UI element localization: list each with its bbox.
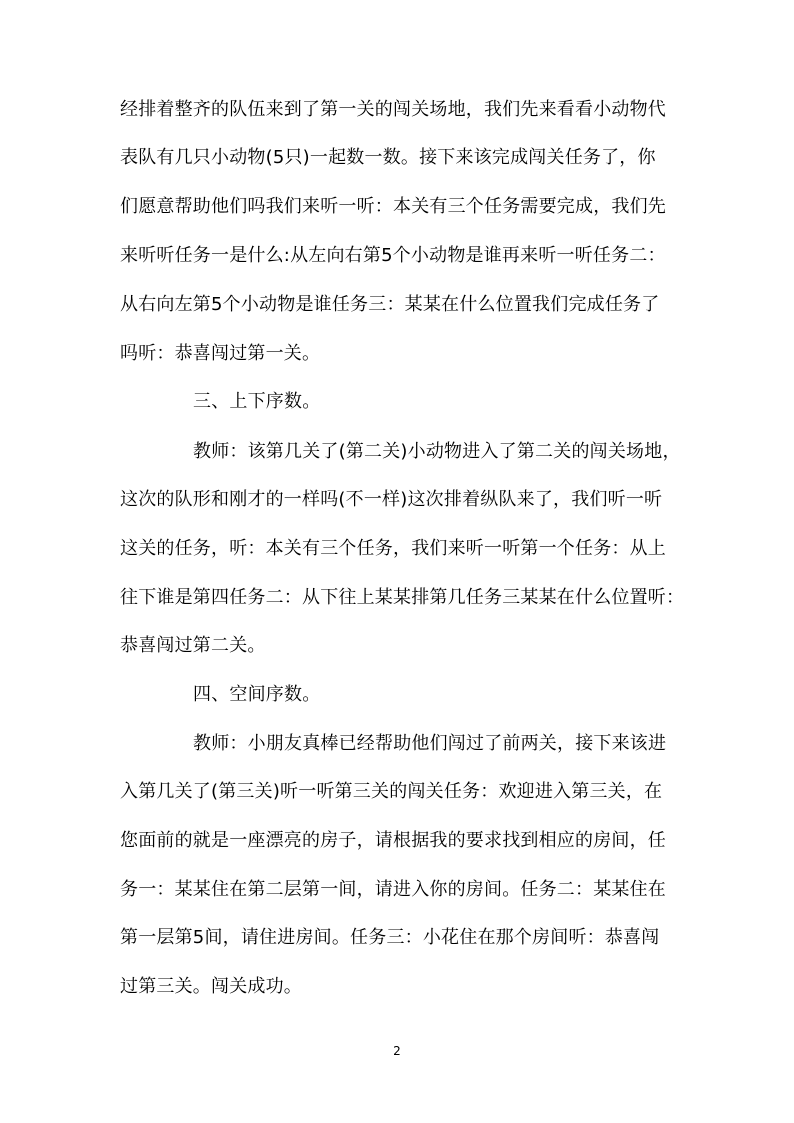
text-line: 过第三关。闯关成功。 <box>120 976 302 997</box>
section-heading: 四、空间序数。 <box>193 684 321 705</box>
text-line: 们愿意帮助他们吗我们来听一听：本关有三个任务需要完成，我们先 <box>120 196 666 217</box>
text-line: 第一层第5间，请住进房间。任务三：小花住在那个房间听：恭喜闯 <box>120 927 660 948</box>
text-line: 吗听：恭喜闯过第一关。 <box>120 343 321 364</box>
text-line: 经排着整齐的队伍来到了第一关的闯关场地，我们先来看看小动物代 <box>120 99 666 120</box>
text-line: 往下谁是第四任务二：从下往上某某排第几任务三某某在什么位置听： <box>120 587 685 608</box>
section-heading: 三、上下序数。 <box>193 391 321 412</box>
text-line: 这关的任务，听：本关有三个任务，我们来听一听第一个任务：从上 <box>120 538 666 559</box>
text-line: 来听听任务一是什么:从左向右第5个小动物是谁再来听一听任务二： <box>120 245 666 266</box>
text-line: 您面前的就是一座漂亮的房子，请根据我的要求找到相应的房间，任 <box>120 830 666 851</box>
paragraph-first-line: 教师：该第几关了(第二关)小动物进入了第二关的闯关场地， <box>193 441 681 462</box>
text-line: 恭喜闯过第二关。 <box>120 635 266 656</box>
page-number: 2 <box>393 1044 401 1058</box>
text-line: 入第几关了(第三关)听一听第三关的闯关任务：欢迎进入第三关，在 <box>120 781 663 802</box>
paragraph-first-line: 教师：小朋友真棒已经帮助他们闯过了前两关，接下来该进 <box>193 733 667 754</box>
text-line: 表队有几只小动物(5只)一起数一数。接下来该完成闯关任务了，你 <box>120 147 656 168</box>
text-line: 务一：某某住在第二层第一间，请进入你的房间。任务二：某某住在 <box>120 879 666 900</box>
text-line: 这次的队形和刚才的一样吗(不一样)这次排着纵队来了，我们听一听 <box>120 489 663 510</box>
text-line: 从右向左第5个小动物是谁任务三：某某在什么位置我们完成任务了 <box>120 294 660 315</box>
